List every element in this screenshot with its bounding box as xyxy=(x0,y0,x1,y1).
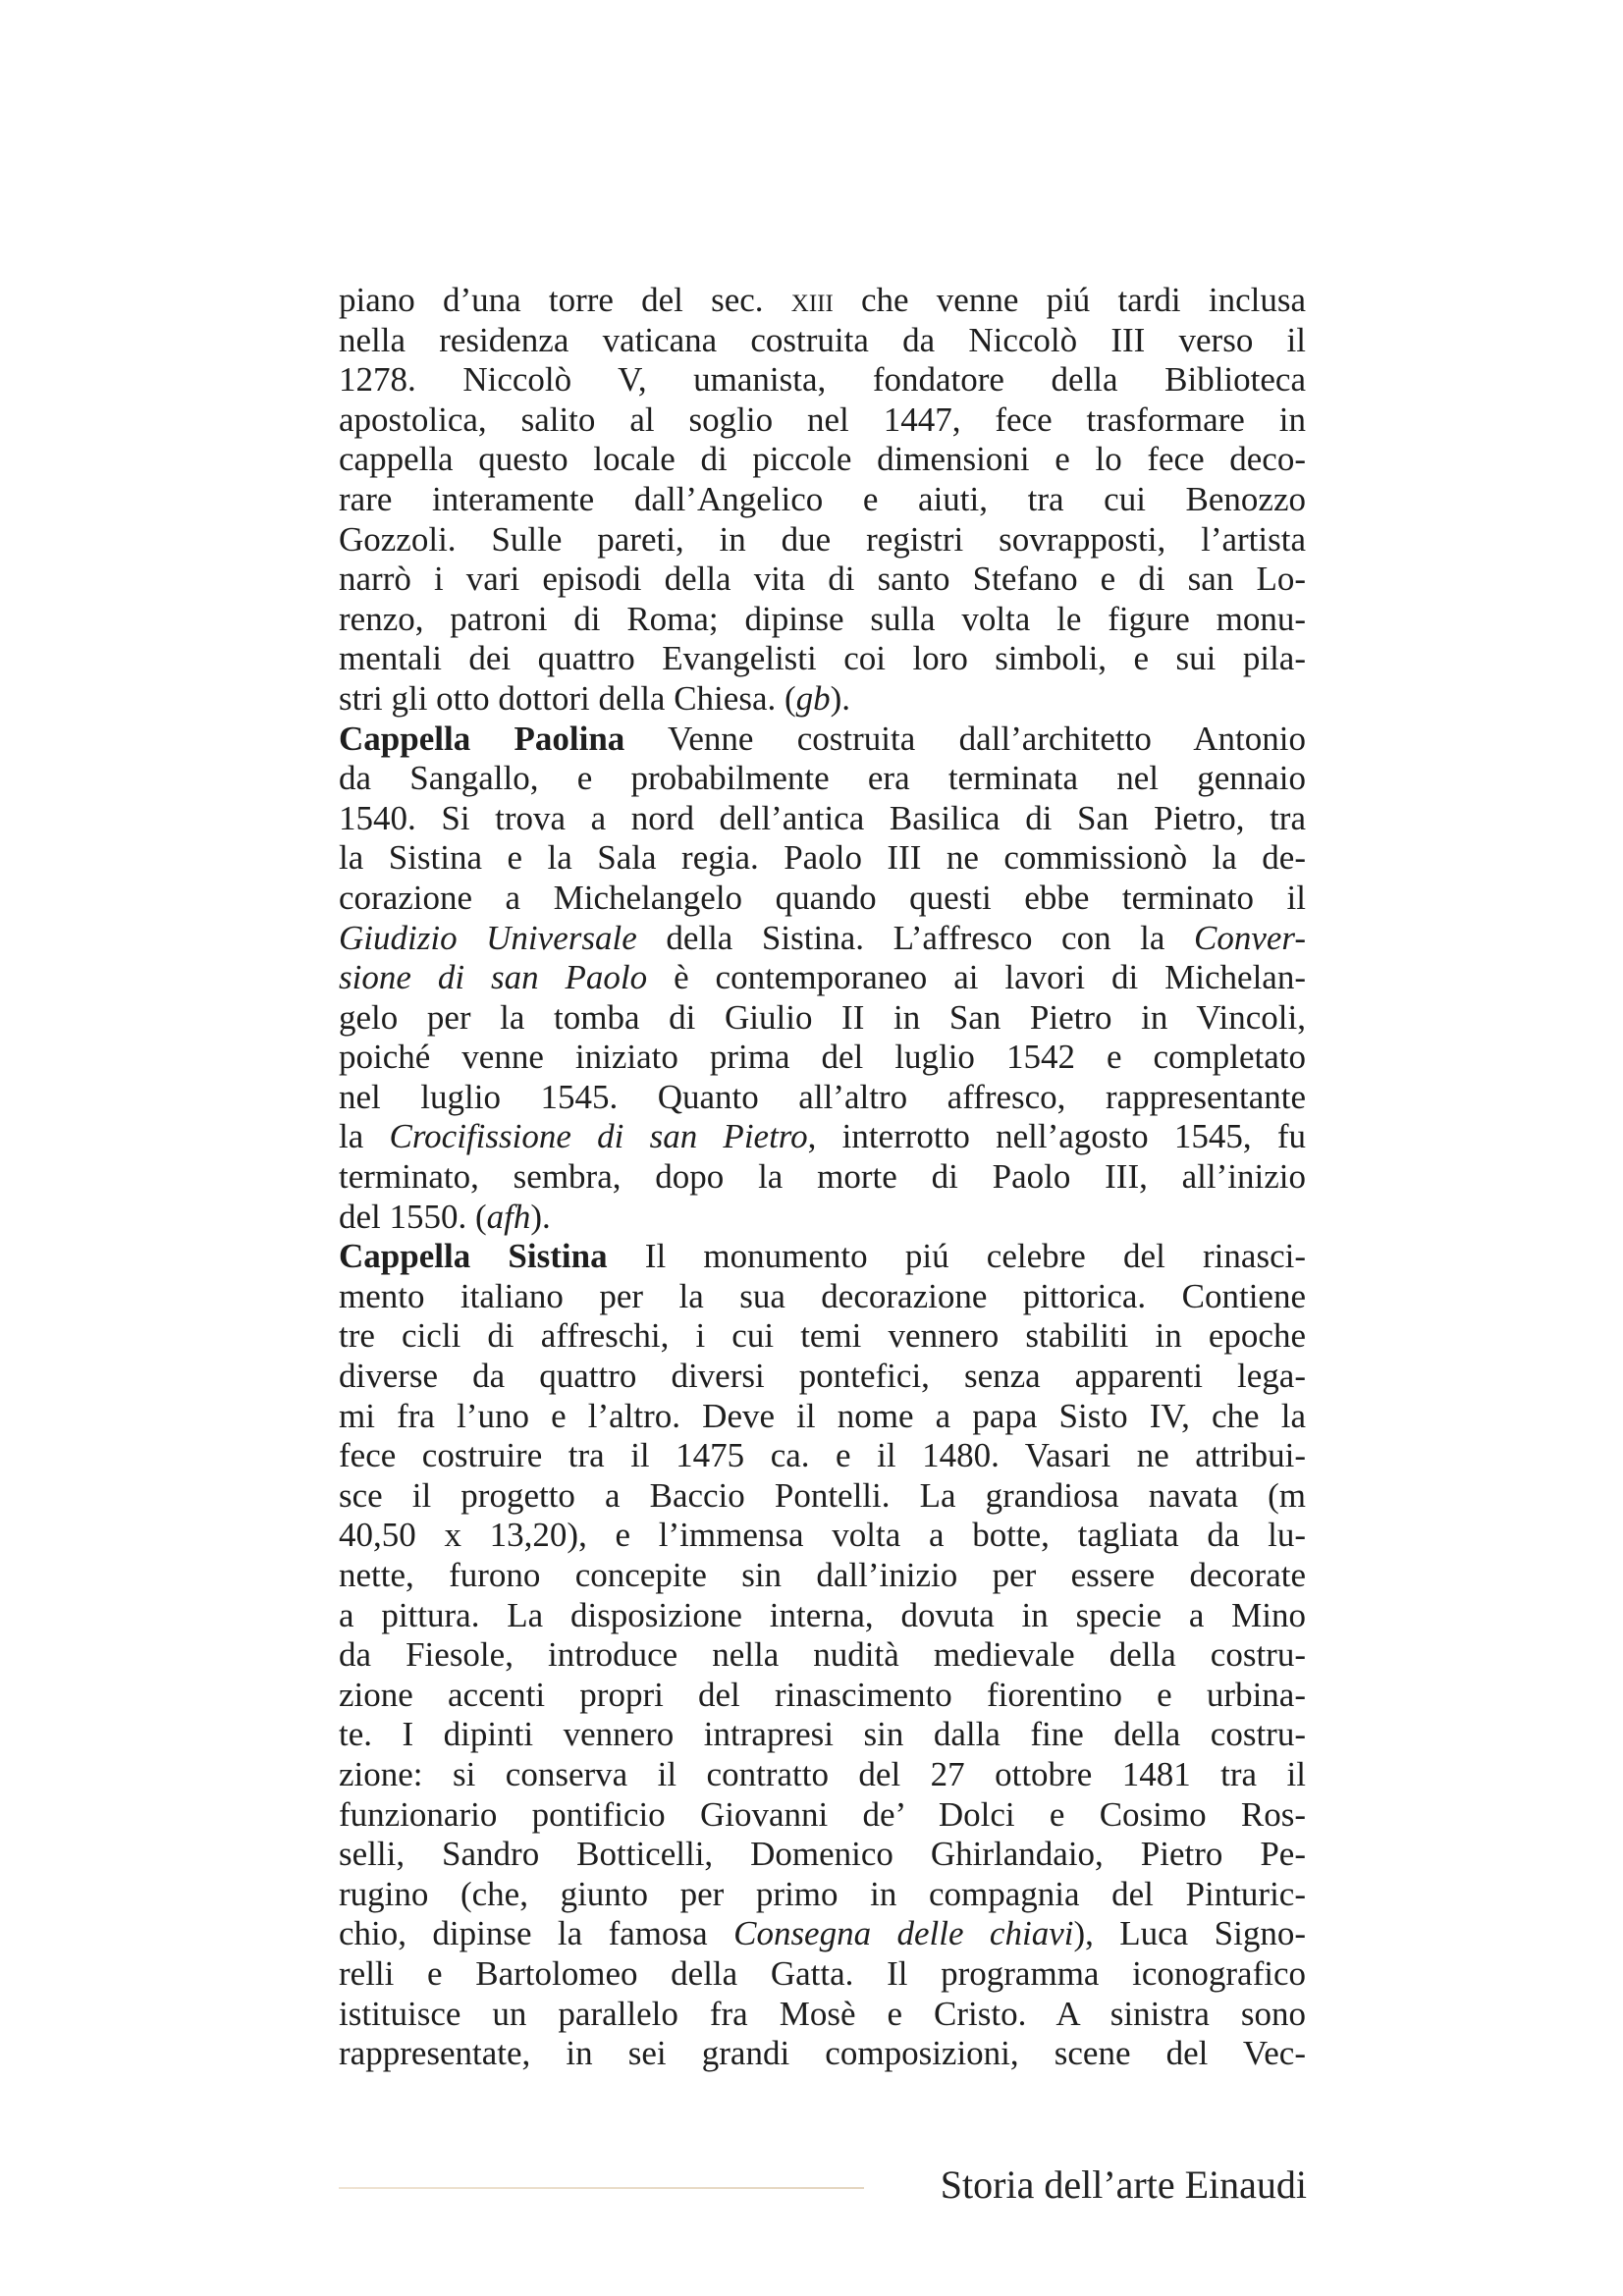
text-line: zione: si conserva il contratto del 27 ottobre 1481 tra il xyxy=(339,1754,1306,1793)
text-line: 40,50 x 13,20), e l’immensa volta a botte, tagliata da lu- xyxy=(339,1516,1306,1555)
text-line: corazione a Michelangelo quando questi ebbe terminato il xyxy=(339,878,1306,917)
text-line: Giudizio Universale della Sistina. L’affresco con la Conver- xyxy=(339,918,1307,957)
text-line: poiché venne iniziato prima del luglio 1542 e completato xyxy=(339,1038,1306,1077)
italic-text: gb xyxy=(795,678,831,718)
text-line: a pittura. La disposizione interna, dovuta in specie a Mino xyxy=(339,1595,1306,1634)
text-line: da Sangallo, e probabilmente era terminata nel gennaio xyxy=(339,759,1306,798)
text-line: Gozzoli. Sulle pareti, in due registri sovrapposti, l’artista xyxy=(339,519,1306,559)
italic-text: Conver- xyxy=(1194,918,1307,957)
text-line: rappresentate, in sei grandi composizioni, scene del Vec- xyxy=(339,2034,1306,2073)
text-line: rugino (che, giunto per primo in compagnia del Pinturic- xyxy=(339,1874,1306,1913)
text-line: diverse da quattro diversi pontefici, senza apparenti lega- xyxy=(339,1357,1306,1396)
body-text xyxy=(339,281,1306,2074)
text-line: funzionario pontificio Giovanni de’ Dolci e Cosimo Ros- xyxy=(339,1794,1306,1834)
text-line: del 1550. (afh). xyxy=(339,1197,551,1236)
text-line: fece costruire tra il 1475 ca. e il 1480. Vasari ne attribui- xyxy=(339,1436,1306,1475)
text-line: zione accenti propri del rinascimento fiorentino e urbina- xyxy=(339,1675,1306,1714)
text-line: Cappella Sistina Il monumento piú celebre del rinasci- xyxy=(339,1237,1306,1276)
text-line: stri gli otto dottori della Chiesa. (gb). xyxy=(339,678,851,718)
text-line: rare interamente dall’Angelico e aiuti, tra cui Benozzo xyxy=(339,479,1306,518)
text-line: mentali dei quattro Evangelisti coi loro simboli, e sui pila- xyxy=(339,639,1306,678)
text-line: sce il progetto a Baccio Pontelli. La grandiosa navata (m xyxy=(339,1475,1306,1515)
text-line: sione di san Paolo è contemporaneo ai lavori di Michelan- xyxy=(339,958,1306,997)
footer-rule xyxy=(339,2187,864,2189)
text-line: mento italiano per la sua decorazione pittorica. Contiene xyxy=(339,1276,1306,1315)
text-line: renzo, patroni di Roma; dipinse sulla volta le figure monu- xyxy=(339,599,1306,638)
text-line: terminato, sembra, dopo la morte di Paolo III, all’inizio xyxy=(339,1157,1306,1197)
text-line: piano d’una torre del sec. xiii che venne piú tardi inclusa xyxy=(339,281,1307,319)
text-line: da Fiesole, introduce nella nudità medievale della costru- xyxy=(339,1635,1306,1675)
text-line: tre cicli di affreschi, i cui temi vennero stabiliti in epoche xyxy=(339,1316,1306,1356)
text-line: gelo per la tomba di Giulio II in San Pietro in Vincoli, xyxy=(339,997,1306,1037)
text-line: cappella questo locale di piccole dimensioni e lo fece deco- xyxy=(339,440,1306,479)
italic-text: Consegna delle chiavi xyxy=(733,1914,1074,1953)
text-line: nella residenza vaticana costruita da Niccolò III verso il xyxy=(339,320,1306,359)
text-line: la Sistina e la Sala regia. Paolo III ne commissionò la de- xyxy=(339,838,1306,878)
text-line: relli e Bartolomeo della Gatta. Il programma iconografico xyxy=(339,1953,1306,1993)
text-line: 1278. Niccolò V, umanista, fondatore della Biblioteca xyxy=(339,360,1306,400)
text-line: istituisce un parallelo fra Mosè e Cristo. A sinistra sono xyxy=(339,1994,1306,2033)
text-line: la Crocifissione di san Pietro, interrotto nell’agosto 1545, fu xyxy=(339,1117,1306,1156)
italic-text: Crocifissione di san Pietro xyxy=(389,1117,808,1156)
italic-text: sione di san Paolo xyxy=(339,958,648,997)
text-line: narrò i vari episodi della vita di santo Stefano e di san Lo- xyxy=(339,560,1306,599)
text-line: Cappella Paolina Venne costruita dall’architetto Antonio xyxy=(339,719,1306,758)
entry-heading: Cappella Sistina xyxy=(339,1237,608,1276)
text-line: apostolica, salito al soglio nel 1447, fece trasformare in xyxy=(339,400,1306,439)
entry-heading: Cappella Paolina xyxy=(339,719,625,758)
text-line: 1540. Si trova a nord dell’antica Basilica di San Pietro, tra xyxy=(339,798,1306,837)
text-line: nel luglio 1545. Quanto all’altro affresco, rappresentante xyxy=(339,1077,1306,1116)
text-line: te. I dipinti vennero intrapresi sin dalla fine della costru- xyxy=(339,1715,1306,1754)
text-line: mi fra l’uno e l’altro. Deve il nome a papa Sisto IV, che la xyxy=(339,1396,1306,1435)
small-caps-text: xiii xyxy=(790,281,834,319)
italic-text: afh xyxy=(486,1197,531,1236)
text-line: nette, furono concepite sin dall’inizio per essere decorate xyxy=(339,1556,1306,1594)
text-line: chio, dipinse la famosa Consegna delle chiavi), Luca Signo- xyxy=(339,1914,1306,1953)
text-line: selli, Sandro Botticelli, Domenico Ghirlandaio, Pietro Pe- xyxy=(339,1835,1306,1874)
footer-title: Storia dell’arte Einaudi xyxy=(940,2163,1307,2207)
italic-text: Giudizio Universale xyxy=(339,918,637,957)
